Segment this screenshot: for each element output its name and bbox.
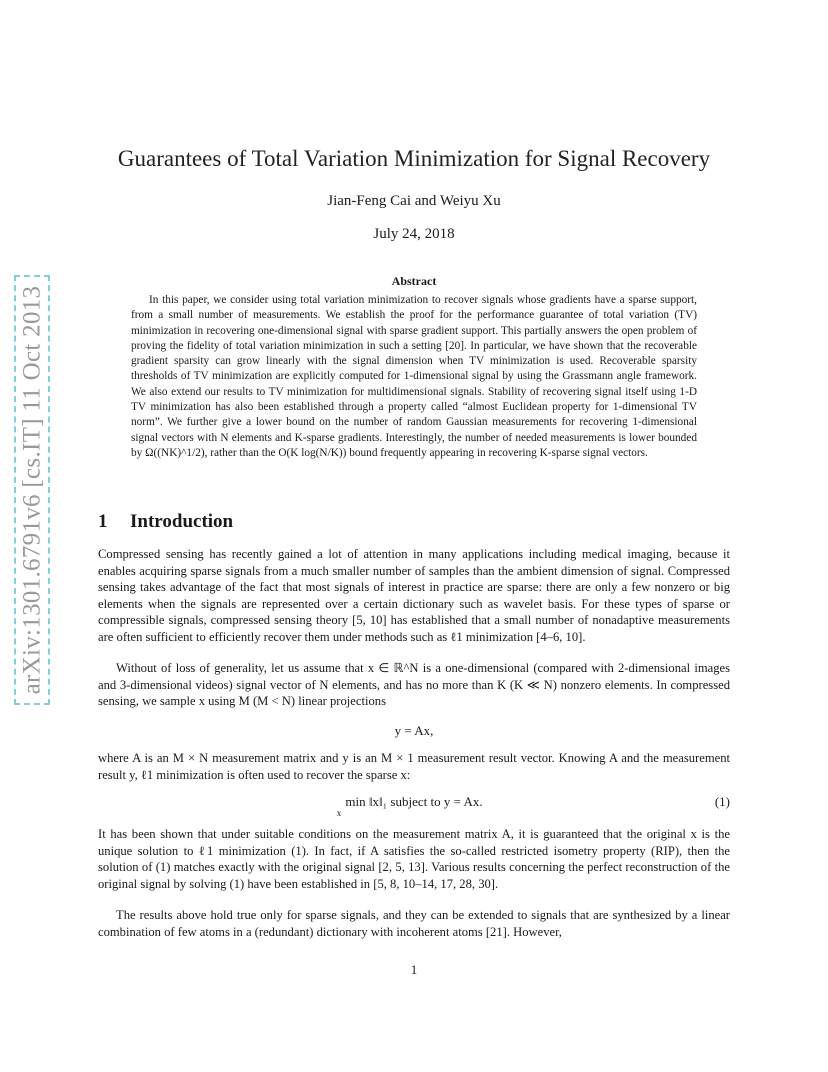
paragraph-5: The results above hold true only for sparse signals, and they can be extended to signals that are synthesized by a linear combination of few atoms in a (redundant) dictionary with incoherent atoms [21]. However, [98, 908, 730, 939]
abstract-heading: Abstract [391, 274, 437, 288]
arxiv-stamp [14, 275, 50, 705]
paragraph-4: It has been shown that under suitable conditions on the measurement matrix A, it is guaranteed that the original x is the unique solution to ℓ1 minimization (1). In fact, if A satisfies the so-called restricted isometry property (RIP), then the solution of (1) matches exactly with the original signal [2, 5, 13]. Various results concerning the perfect reconstruction of the original signal by solving (1) have been established in [5, 8, 10–14, 17, 28, 30]. [98, 827, 730, 891]
paragraph-1: Compressed sensing has recently gained a lot of attention in many applications including medical imaging, because it enables acquiring sparse signals from a much smaller number of samples than the ambient dimension of signal. Compressed sensing takes advantage of the fact that most signals of interest in practice are sparse: there are only a few nonzero or big elements when the signals are represented over a certain dictionary such as wavelet basis. For these types of sparse or compressible signals, compressed sensing theory [5, 10] has established that a small number of nonadaptive measurements are often sufficient to efficiently recover them under methods such as ℓ1 minimization [4–6, 10]. [98, 547, 730, 644]
equation-plain: y = Ax, [394, 723, 434, 738]
section-heading [98, 511, 233, 533]
paper-title: Guarantees of Total Variation Minimization for Signal Recovery [117, 146, 711, 171]
paragraph-3: where A is an M × N measurement matrix and y is an M × 1 measurement result vector. Knowing A and the measurement result y, ℓ1 minimization is often used to recover the sparse x: [98, 751, 730, 782]
abstract-text: In this paper, we consider using total variation minimization to recover signals whose gradients have a sparse support, from a small number of measurements. We establish the proof for the performance guarantee of total variation (TV) minimization in recovering one-dimensional signal with sparse gradient support. This partially answers the open problem of proving the fidelity of total variation minimization in such a setting [20]. In particular, we have shown that the recoverable gradient sparsity can grow linearly with the signal dimension when TV minimization is used. Recoverable sparsity thresholds of TV minimization are explicitly computed for 1-dimensional signal by using the Grassmann angle framework. We also extend our results to TV minimization for multidimensional signals. Stability of recovering signal itself using 1-D TV minimization has also been established through a property called “almost Euclidean property for 1-dimensional TV norm”. We further give a lower bound on the number of random Gaussian measurements for recovering 1-dimensional signal vectors with N elements and K-sparse gradients. Interestingly, the number of needed measurements is lower bounded by Ω((NK)^1/2), rather than the O(K log(N/K)) bound frequently appearing in recovering K-sparse signal vectors. [131, 294, 697, 459]
paper-date: July 24, 2018 [373, 226, 455, 242]
equation-1 [98, 794, 730, 818]
equation-1-body: min ‖x‖₁ subject to y = Ax. [345, 794, 483, 809]
equation-1-number: (1) [714, 794, 730, 809]
equation-1-subscript: x [336, 808, 342, 818]
arxiv-stamp-text: arXiv:1301.6791v6 [cs.IT] 11 Oct 2013 [18, 285, 45, 695]
page-number: 1 [410, 962, 418, 977]
paragraph-2: Without of loss of generality, let us assume that x ∈ ℝ^N is a one-dimensional (compared with 2-dimensional images and 3-dimensional videos) signal vector of N elements, and has no more than K (K ≪ N) nonzero elements. In compressed sensing, we sample x using M (M < N) linear projections [98, 661, 730, 708]
section-title: Introduction [130, 511, 234, 532]
paper-authors: Jian-Feng Cai and Weiyu Xu [327, 193, 501, 209]
section-number: 1 [98, 511, 108, 532]
